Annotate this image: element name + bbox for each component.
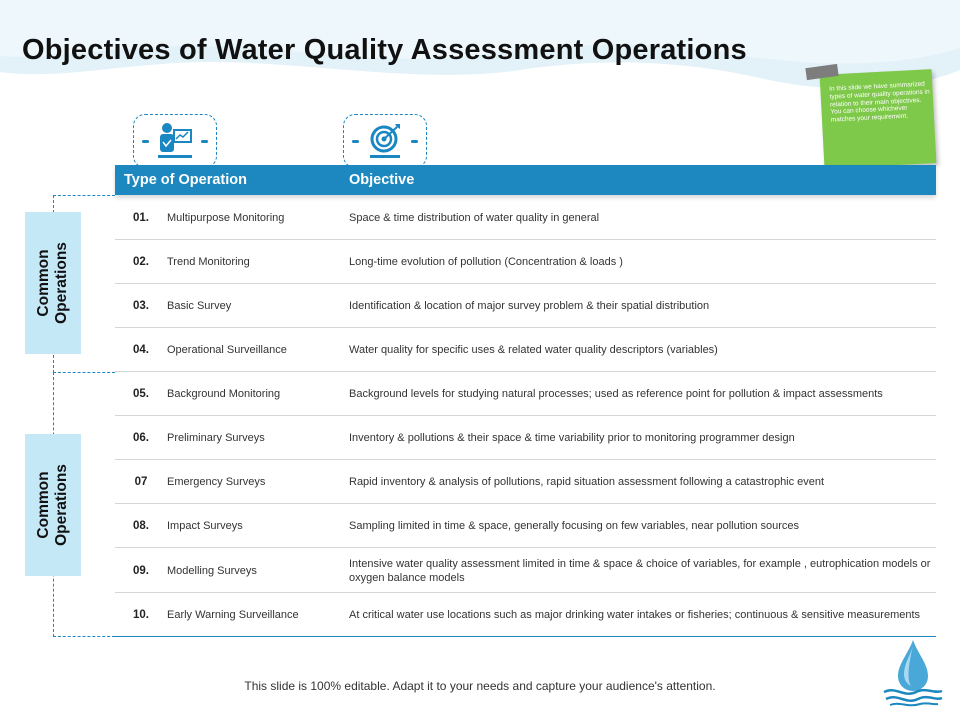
table-row [115, 240, 936, 284]
row-operation: Basic Survey [167, 299, 232, 312]
row-number: 08. [133, 519, 149, 532]
row-number: 07 [134, 475, 148, 488]
group-label-text [35, 464, 71, 546]
dash-right [411, 140, 418, 143]
header-type-of-operation: Type of Operation [124, 172, 247, 188]
presenter-icon [156, 122, 196, 162]
row-operation: Background Monitoring [167, 387, 281, 400]
group-label-line1: Common [35, 471, 52, 539]
row-objective: Inventory & pollutions & their space & time variability prior to monitoring programmer design [349, 431, 795, 444]
row-objective: Sampling limited in time & space, generally focusing on few variables, near pollution sources [349, 519, 800, 532]
table-row [115, 372, 936, 416]
row-objective: Space & time distribution of water quality in general [349, 211, 600, 224]
row-operation: Operational Surveillance [167, 343, 287, 356]
table-row [115, 549, 936, 593]
row-objective: Rapid inventory & analysis of pollutions, rapid situation assessment following a catastrophic event [349, 475, 825, 488]
table-row [115, 196, 936, 240]
row-operation: Trend Monitoring [167, 255, 250, 268]
operation-icon-box [133, 114, 217, 168]
group-label [25, 212, 81, 354]
row-operation: Emergency Surveys [167, 475, 266, 488]
table-row [115, 593, 936, 637]
row-number: 09. [133, 564, 149, 577]
row-operation: Multipurpose Monitoring [167, 211, 285, 224]
group-label-text [35, 242, 71, 324]
row-number: 03. [133, 299, 149, 312]
row-number: 05. [133, 387, 149, 400]
group-label-line2: Operations [53, 242, 70, 324]
row-operation: Modelling Surveys [167, 564, 257, 577]
group-label-line1: Common [35, 249, 52, 317]
page-title: Objectives of Water Quality Assessment Operations [22, 34, 747, 66]
sticky-note-text: In this slide we have summarized types of water quality operations in relation to their main objectives. You can choose whichever matches your requirement. [829, 80, 930, 124]
table-header [115, 165, 936, 195]
row-objective: Water quality for specific uses & related water quality descriptors (variables) [349, 343, 718, 356]
dash-right [201, 140, 208, 143]
row-objective: Intensive water quality assessment limited in time & space & choice of variables, for example , eutrophication models or oxygen balance models [349, 557, 931, 584]
group-label [25, 434, 81, 576]
row-operation: Impact Surveys [167, 519, 243, 532]
row-number: 04. [133, 343, 149, 356]
water-drop-logo-icon [880, 636, 946, 708]
row-number: 10. [133, 609, 149, 621]
table-row [115, 328, 936, 372]
table-row [115, 460, 936, 504]
target-icon [366, 122, 406, 162]
footer-text: This slide is 100% editable. Adapt it to your needs and capture your audience's attention. [244, 679, 716, 693]
row-objective: Background levels for studying natural processes; used as reference point for pollution & impact assessments [349, 387, 883, 400]
table-row [115, 416, 936, 460]
dash-left [352, 140, 359, 143]
table-row [115, 504, 936, 548]
row-operation: Early Warning Surveillance [167, 609, 299, 621]
group-label-line2: Operations [53, 464, 70, 546]
row-number: 02. [133, 255, 149, 268]
header-objective: Objective [349, 172, 415, 188]
row-objective: Identification & location of major survey problem & their spatial distribution [349, 299, 710, 312]
row-number: 06. [133, 431, 149, 444]
row-objective: At critical water use locations such as major drinking water intakes or fisheries; continuous & sensitive measurements [349, 609, 921, 621]
row-number: 01. [133, 211, 149, 224]
row-objective: Long-time evolution of pollution (Concentration & loads ) [349, 255, 623, 268]
table-bottom-line [115, 636, 936, 637]
row-operation: Preliminary Surveys [167, 431, 265, 444]
table-row [115, 284, 936, 328]
objective-icon-box [343, 114, 427, 168]
dash-left [142, 140, 149, 143]
